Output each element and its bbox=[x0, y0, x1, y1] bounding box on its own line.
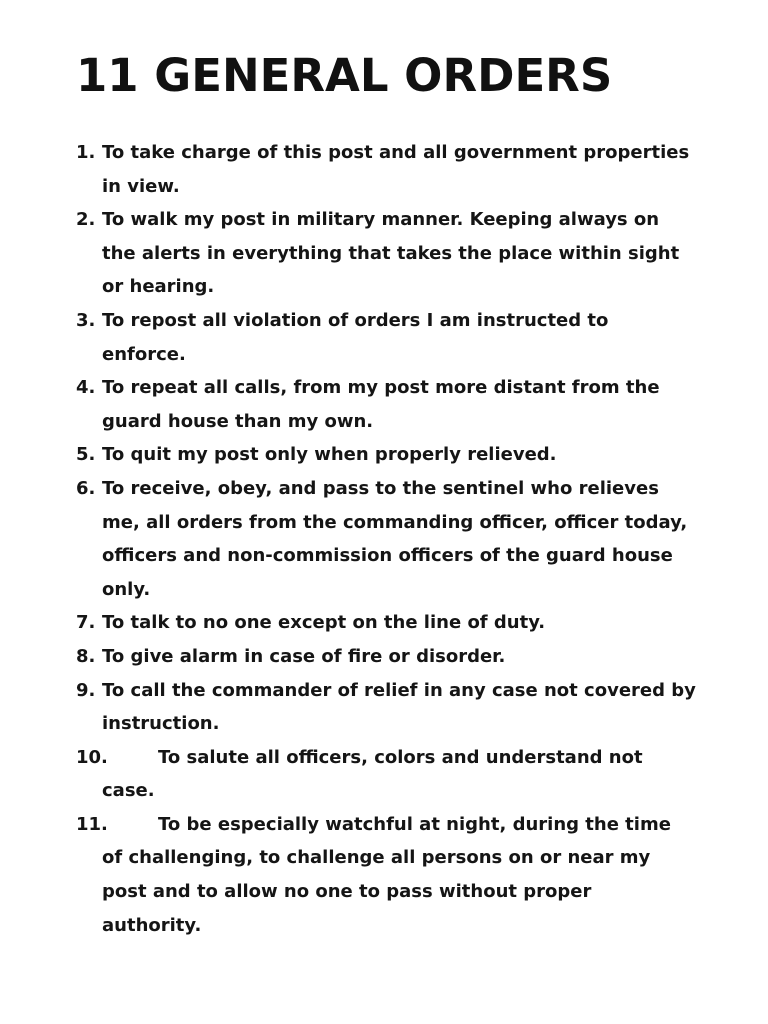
order-number: 8. bbox=[76, 645, 96, 667]
order-number: 4. bbox=[76, 377, 96, 399]
order-number: 10. bbox=[76, 746, 108, 768]
order-text: To take charge of this post and all government properties in view. bbox=[102, 142, 690, 197]
order-text: To receive, obey, and pass to the sentinel who relieves me, all orders from the commanding officer, officer today, officers and non-commission officers of the guard house only. bbox=[102, 477, 688, 600]
list-item-order-4 bbox=[76, 371, 696, 438]
order-number: 11. bbox=[76, 813, 108, 835]
page-title: 11 GENERAL ORDERS bbox=[76, 49, 613, 102]
list-item-order-3 bbox=[76, 304, 696, 371]
order-number: 6. bbox=[76, 477, 96, 499]
general-orders-list bbox=[76, 136, 696, 942]
list-item-order-1 bbox=[76, 136, 696, 203]
order-number: 3. bbox=[76, 309, 96, 331]
list-item-order-5 bbox=[76, 438, 696, 472]
list-item-order-6 bbox=[76, 472, 696, 606]
list-item-order-9 bbox=[76, 674, 696, 741]
list-item-order-2 bbox=[76, 203, 696, 304]
order-text: To walk my post in military manner. Keeping always on the alerts in everything that takes the place within sight or hearing. bbox=[102, 209, 680, 298]
order-number: 9. bbox=[76, 679, 96, 701]
order-text: To repost all violation of orders I am instructed to enforce. bbox=[102, 309, 609, 365]
order-text: To give alarm in case of fire or disorder. bbox=[102, 645, 506, 667]
order-text: To quit my post only when properly relieved. bbox=[102, 444, 557, 466]
order-text: To call the commander of relief in any case not covered by instruction. bbox=[102, 679, 696, 735]
list-item-order-8 bbox=[76, 640, 696, 674]
list-item-order-11 bbox=[76, 808, 696, 942]
list-item-order-10 bbox=[76, 741, 696, 808]
order-text: To be especially watchful at night, during the time of challenging, to challenge all persons on or near my post and to allow no one to pass without proper authority. bbox=[102, 813, 671, 936]
order-text: To repeat all calls, from my post more distant from the guard house than my own. bbox=[102, 377, 660, 432]
order-text: To talk to no one except on the line of duty. bbox=[102, 612, 546, 634]
order-number: 1. bbox=[76, 142, 96, 163]
order-number: 2. bbox=[76, 209, 96, 231]
order-number: 5. bbox=[76, 444, 96, 466]
list-item-order-7 bbox=[76, 606, 696, 640]
order-number: 7. bbox=[76, 612, 96, 634]
order-text: To salute all officers, colors and understand not case. bbox=[102, 746, 643, 802]
